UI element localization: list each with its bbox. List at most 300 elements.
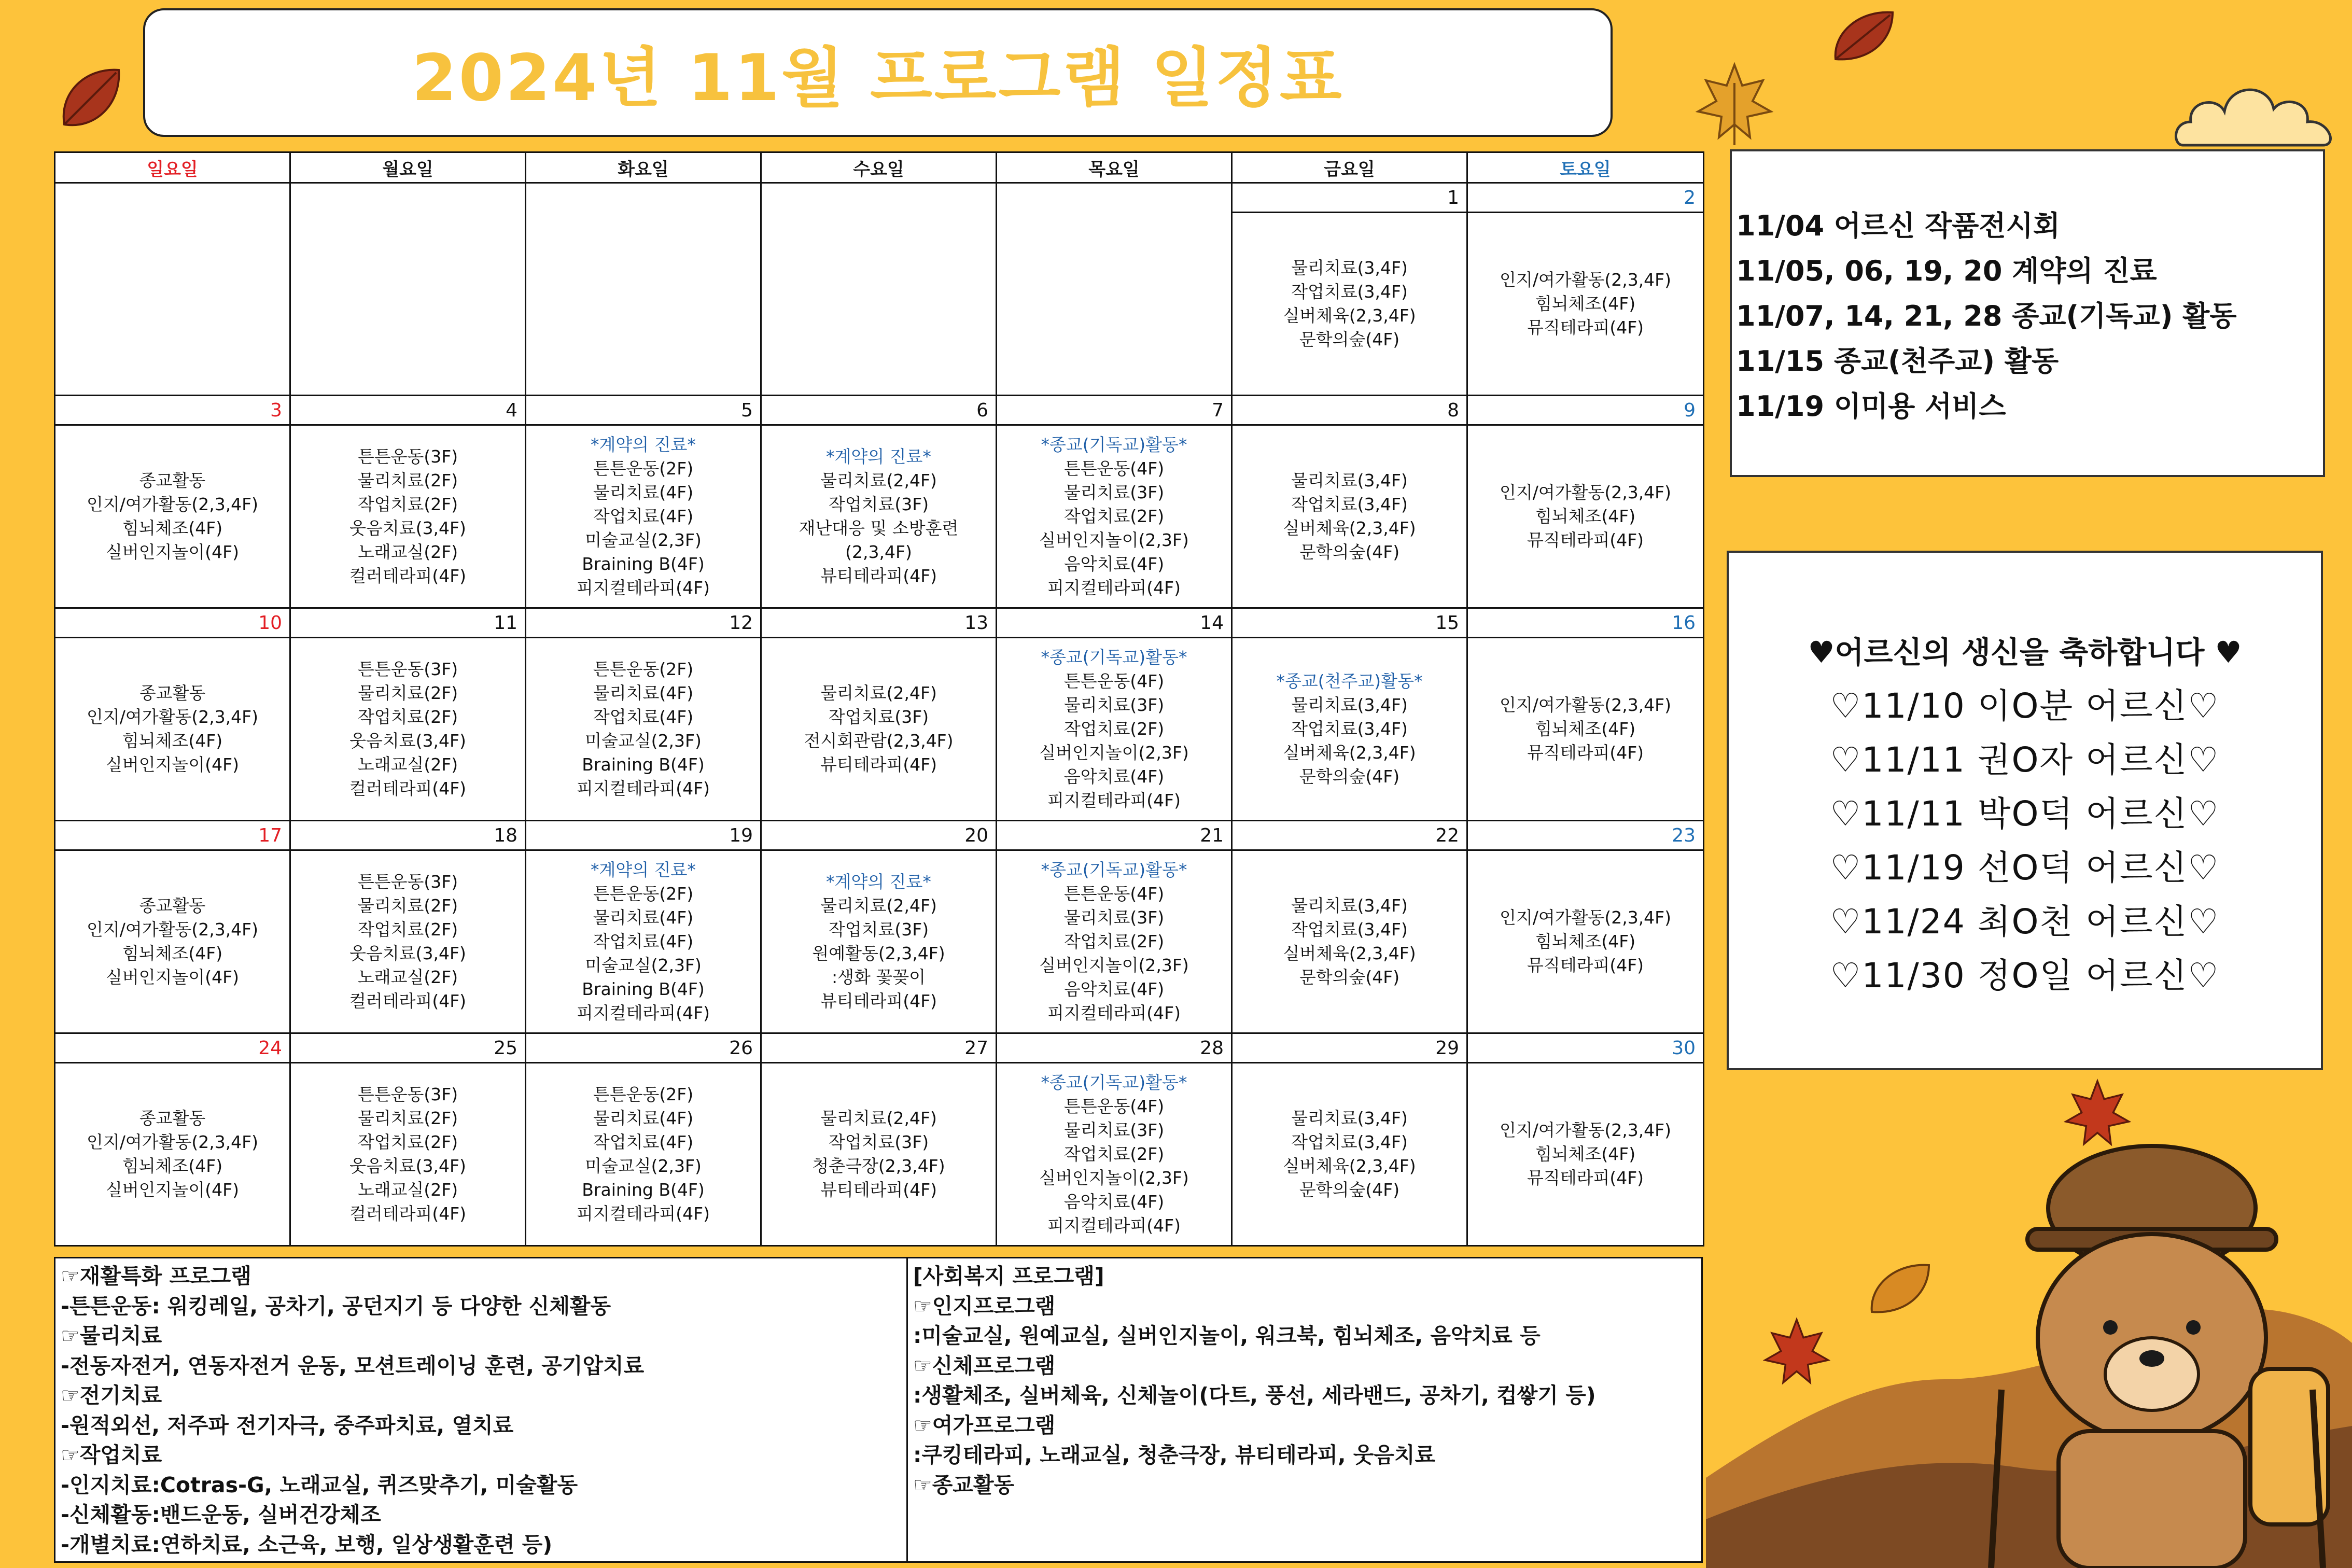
- schedule-item: 힘뇌체조(4F): [1535, 931, 1636, 951]
- schedule-item: 튼튼운동(4F): [1063, 884, 1165, 904]
- day-number: 5: [741, 399, 753, 421]
- day-number-cell: [290, 1033, 526, 1063]
- day-number: 17: [258, 824, 282, 846]
- schedule-item: 피지컬테라피(4F): [1047, 578, 1181, 598]
- schedule-item: 피지컬테라피(4F): [1047, 1215, 1181, 1236]
- schedule-item: 실버인지놀이(4F): [106, 967, 239, 987]
- day-number-cell: [526, 183, 761, 213]
- calendar-table: [54, 151, 1704, 1247]
- day-number-cell: [997, 1033, 1232, 1063]
- day-number-cell: [1467, 608, 1704, 638]
- day-highlight: *종교(기독교)활동*: [1041, 1072, 1187, 1093]
- day-highlight: *계약의 진료*: [826, 446, 931, 467]
- note-line: ☞작업치료: [61, 1443, 162, 1467]
- schedule-item: 물리치료(2,4F): [820, 470, 937, 491]
- schedule-item: 피지컬테라피(4F): [577, 1003, 710, 1023]
- day-number-cell: [526, 396, 761, 425]
- day-number: 21: [1200, 824, 1224, 846]
- event-item: 11/04 어르신 작품전시회: [1736, 209, 2060, 242]
- day-number-cell: [55, 1033, 290, 1063]
- schedule-item: 힘뇌체조(4F): [1535, 1144, 1636, 1164]
- schedule-item: 작업치료(3,4F): [1291, 719, 1408, 739]
- schedule-item: 종교활동: [139, 683, 206, 703]
- day-number-cell: [997, 608, 1232, 638]
- day-number: 26: [729, 1037, 753, 1059]
- day-number: 29: [1435, 1037, 1459, 1059]
- day-number-cell: [55, 396, 290, 425]
- day-cell: [997, 425, 1232, 608]
- schedule-item: 실버인지놀이(2,3F): [1039, 955, 1189, 975]
- schedule-item: 튼튼운동(2F): [593, 458, 694, 479]
- schedule-item: 미술교실(2,3F): [585, 1156, 702, 1176]
- day-number-cell: [290, 183, 526, 213]
- schedule-item: 실버인지놀이(2,3F): [1039, 743, 1189, 763]
- schedule-item: 힘뇌체조(4F): [122, 1156, 223, 1176]
- schedule-item: 뷰티테라피(4F): [820, 1180, 937, 1200]
- note-line: ☞전기치료: [61, 1383, 162, 1408]
- schedule-item: 인지/여가활동(2,3,4F): [1499, 482, 1672, 502]
- schedule-item: 튼튼운동(4F): [1063, 458, 1165, 479]
- note-line: ☞물리치료: [61, 1323, 162, 1348]
- schedule-item: 인지/여가활동(2,3,4F): [1499, 907, 1672, 928]
- schedule-item: 튼튼운동(2F): [593, 1084, 694, 1104]
- schedule-item: 종교활동: [139, 470, 206, 491]
- schedule-item: 뮤직테라피(4F): [1527, 317, 1644, 338]
- event-item: 11/19 이미용 서비스: [1736, 390, 2006, 423]
- day-cell: [997, 213, 1232, 396]
- schedule-item: 종교활동: [139, 895, 206, 916]
- day-number-cell: [55, 821, 290, 850]
- schedule-item: (2,3,4F): [845, 542, 912, 562]
- schedule-item: 물리치료(2,4F): [820, 895, 937, 916]
- day-number-cell: [1467, 183, 1704, 213]
- schedule-item: 인지/여가활동(2,3,4F): [86, 1132, 259, 1152]
- day-number: 20: [964, 824, 988, 846]
- schedule-item: 전시회관람(2,3,4F): [804, 731, 954, 751]
- day-content-row: [55, 638, 1704, 821]
- schedule-item: 인지/여가활동(2,3,4F): [86, 494, 259, 514]
- schedule-item: 피지컬테라피(4F): [577, 1203, 710, 1224]
- schedule-item: 튼튼운동(3F): [357, 446, 458, 467]
- day-number: 22: [1435, 824, 1459, 846]
- day-number: 28: [1200, 1037, 1224, 1059]
- day-content-row: [55, 425, 1704, 608]
- day-number-row: [55, 608, 1704, 638]
- schedule-item: 작업치료(3,4F): [1291, 919, 1408, 940]
- schedule-item: 작업치료(3,4F): [1291, 282, 1408, 302]
- day-number-cell: [1232, 183, 1467, 213]
- day-content-row: [55, 850, 1704, 1033]
- day-number: 14: [1200, 612, 1224, 634]
- day-cell: [761, 213, 997, 396]
- schedule-item: 컬러테라피(4F): [349, 991, 467, 1011]
- day-number-row: [55, 396, 1704, 425]
- day-number: 8: [1447, 399, 1459, 421]
- schedule-item: 작업치료(3F): [828, 494, 929, 514]
- day-highlight: *종교(기독교)활동*: [1041, 435, 1187, 455]
- schedule-item: 물리치료(4F): [593, 907, 694, 928]
- day-number: 9: [1684, 399, 1696, 421]
- schedule-item: 문학의숲(4F): [1299, 329, 1400, 349]
- schedule-item: 작업치료(4F): [593, 931, 694, 951]
- day-number-cell: [1232, 396, 1467, 425]
- schedule-item: 실버인지놀이(4F): [106, 754, 239, 775]
- day-highlight: *계약의 진료*: [591, 860, 696, 880]
- note-line: -원적외선, 저주파 전기자극, 중주파치료, 열치료: [61, 1412, 514, 1438]
- schedule-item: 물리치료(4F): [593, 683, 694, 703]
- schedule-item: 음악치료(4F): [1063, 979, 1165, 999]
- day-content-row: [55, 213, 1704, 396]
- schedule-item: 물리치료(4F): [593, 1108, 694, 1128]
- schedule-item: 원예활동(2,3,4F): [812, 943, 945, 963]
- day-number-row: [55, 1033, 1704, 1063]
- event-item: 11/15 종교(천주교) 활동: [1736, 345, 2059, 377]
- schedule-item: 실버체육(2,3,4F): [1283, 743, 1416, 763]
- rehab-program-notes: [55, 1258, 908, 1561]
- schedule-item: 뮤직테라피(4F): [1527, 530, 1644, 550]
- birthday-item: ♡11/19 선O덕 어르신♡: [1830, 848, 2220, 888]
- day-cell: [761, 425, 997, 608]
- schedule-item: 인지/여가활동(2,3,4F): [1499, 1120, 1672, 1140]
- birthday-item: ♡11/24 최O천 어르신♡: [1830, 902, 2220, 942]
- schedule-item: 피지컬테라피(4F): [1047, 1003, 1181, 1023]
- schedule-item: 물리치료(4F): [593, 482, 694, 502]
- schedule-item: 물리치료(3,4F): [1291, 258, 1408, 278]
- schedule-item: 작업치료(2F): [1063, 719, 1165, 739]
- schedule-item: Braining B(4F): [582, 754, 705, 775]
- schedule-item: 청춘극장(2,3,4F): [812, 1156, 945, 1176]
- schedule-item: 피지컬테라피(4F): [1047, 790, 1181, 810]
- schedule-item: 컬러테라피(4F): [349, 778, 467, 799]
- day-cell: [290, 638, 526, 821]
- day-number: 3: [270, 399, 282, 421]
- birthday-item: ♡11/30 정O일 어르신♡: [1830, 956, 2220, 996]
- note-line: ☞종교활동: [913, 1472, 1015, 1497]
- schedule-item: 힘뇌체조(4F): [122, 731, 223, 751]
- schedule-item: 실버체육(2,3,4F): [1283, 1156, 1416, 1176]
- day-number-cell: [55, 608, 290, 638]
- schedule-item: 물리치료(3F): [1063, 907, 1165, 928]
- day-number-cell: [526, 821, 761, 850]
- day-number: 18: [494, 824, 517, 846]
- schedule-item: Braining B(4F): [582, 1180, 705, 1200]
- schedule-item: 작업치료(3F): [828, 707, 929, 727]
- schedule-item: 작업치료(4F): [593, 1132, 694, 1152]
- schedule-item: 문학의숲(4F): [1299, 967, 1400, 987]
- schedule-item: 작업치료(2F): [1063, 1144, 1165, 1164]
- day-cell: [55, 213, 290, 396]
- weekday-header: 수요일: [761, 152, 997, 183]
- schedule-item: 웃음치료(3,4F): [349, 731, 466, 751]
- title-banner: [143, 8, 1613, 137]
- schedule-item: 웃음치료(3,4F): [349, 1156, 466, 1176]
- birthday-item: ♡11/10 이O분 어르신♡: [1830, 686, 2220, 726]
- schedule-item: 튼튼운동(3F): [357, 659, 458, 679]
- schedule-item: 문학의숲(4F): [1299, 542, 1400, 562]
- schedule-item: 작업치료(3F): [828, 919, 929, 940]
- day-number: 10: [258, 612, 282, 634]
- note-line: :쿠킹테라피, 노래교실, 청춘극장, 뷰티테라피, 웃음치료: [913, 1443, 1436, 1467]
- schedule-item: 피지컬테라피(4F): [577, 778, 710, 799]
- day-number-cell: [1232, 1033, 1467, 1063]
- day-number: 23: [1672, 824, 1696, 846]
- day-number-cell: [761, 608, 997, 638]
- day-number-cell: [761, 396, 997, 425]
- schedule-item: 문학의숲(4F): [1299, 1180, 1400, 1200]
- day-cell: [1232, 638, 1467, 821]
- weekday-header: 금요일: [1232, 152, 1467, 183]
- schedule-item: 미술교실(2,3F): [585, 955, 702, 975]
- day-number: 19: [729, 824, 753, 846]
- schedule-item: 작업치료(3,4F): [1291, 494, 1408, 514]
- day-cell: [55, 850, 290, 1033]
- note-line: ☞여가프로그램: [913, 1412, 1056, 1438]
- day-number: 7: [1212, 399, 1224, 421]
- day-number-cell: [290, 396, 526, 425]
- schedule-item: 뷰티테라피(4F): [820, 754, 937, 775]
- schedule-item: 작업치료(2F): [357, 919, 458, 940]
- schedule-item: 튼튼운동(3F): [357, 872, 458, 892]
- schedule-item: 튼튼운동(4F): [1063, 671, 1165, 691]
- schedule-item: 작업치료(2F): [1063, 506, 1165, 526]
- note-line: :미술교실, 원예교실, 실버인지놀이, 워크북, 힘뇌체조, 음악치료 등: [913, 1323, 1541, 1348]
- birthday-title: ♥어르신의 생신을 축하합니다 ♥: [1808, 635, 2242, 670]
- schedule-item: 노래교실(2F): [357, 754, 458, 775]
- weekday-header-row: [55, 152, 1704, 183]
- day-content-row: [55, 1063, 1704, 1246]
- schedule-item: 실버인지놀이(2,3F): [1039, 1168, 1189, 1188]
- day-cell: [1467, 850, 1704, 1033]
- day-cell: [526, 638, 761, 821]
- day-number-cell: [1467, 396, 1704, 425]
- day-number-cell: [761, 183, 997, 213]
- cloud-icon: [2173, 73, 2349, 156]
- day-cell: [290, 425, 526, 608]
- note-line: -인지치료:Cotras-G, 노래교실, 퀴즈맞추기, 미술활동: [61, 1472, 578, 1497]
- program-notes: [54, 1257, 1703, 1563]
- schedule-item: 물리치료(2F): [357, 1108, 458, 1128]
- day-cell: [55, 1063, 290, 1246]
- schedule-item: 노래교실(2F): [357, 1180, 458, 1200]
- day-cell: [526, 213, 761, 396]
- schedule-item: 문학의숲(4F): [1299, 766, 1400, 787]
- day-number: 13: [964, 612, 988, 634]
- schedule-item: Braining B(4F): [582, 979, 705, 999]
- schedule-item: 실버인지놀이(4F): [106, 542, 239, 562]
- schedule-item: 뮤직테라피(4F): [1527, 1168, 1644, 1188]
- day-cell: [1232, 1063, 1467, 1246]
- day-cell: [997, 1063, 1232, 1246]
- day-number: 27: [964, 1037, 988, 1059]
- day-number-cell: [761, 1033, 997, 1063]
- day-number-cell: [1232, 821, 1467, 850]
- schedule-item: 물리치료(3F): [1063, 1120, 1165, 1140]
- schedule-item: 물리치료(3F): [1063, 482, 1165, 502]
- day-number: 24: [258, 1037, 282, 1059]
- schedule-item: 작업치료(4F): [593, 707, 694, 727]
- schedule-item: 작업치료(2F): [357, 707, 458, 727]
- day-cell: [526, 425, 761, 608]
- schedule-item: 물리치료(3,4F): [1291, 470, 1408, 491]
- day-highlight: *종교(기독교)활동*: [1041, 860, 1187, 880]
- schedule-item: :생화 꽃꽂이: [832, 967, 926, 987]
- schedule-item: 물리치료(2,4F): [820, 683, 937, 703]
- schedule-item: 웃음치료(3,4F): [349, 943, 466, 963]
- schedule-item: 종교활동: [139, 1108, 206, 1128]
- schedule-item: 물리치료(3,4F): [1291, 895, 1408, 916]
- calendar-body: [55, 183, 1704, 1246]
- day-number: 1: [1447, 187, 1459, 208]
- day-number-row: [55, 183, 1704, 213]
- day-cell: [1232, 213, 1467, 396]
- birthday-list: [1729, 679, 2321, 1003]
- bear-hiker-illustration: [1981, 1130, 2344, 1568]
- note-line: -개별치료:연하치료, 소근육, 보행, 일상생활훈련 등): [61, 1532, 553, 1557]
- day-cell: [1232, 425, 1467, 608]
- schedule-item: 물리치료(2F): [357, 895, 458, 916]
- schedule-item: 물리치료(2F): [357, 683, 458, 703]
- day-number-cell: [1467, 1033, 1704, 1063]
- schedule-item: 작업치료(4F): [593, 506, 694, 526]
- event-item: 11/05, 06, 19, 20 계약의 진료: [1736, 255, 2157, 287]
- day-number-cell: [997, 821, 1232, 850]
- schedule-item: 튼튼운동(2F): [593, 659, 694, 679]
- schedule-item: 실버인지놀이(4F): [106, 1180, 239, 1200]
- day-cell: [1232, 850, 1467, 1033]
- schedule-item: 물리치료(2F): [357, 470, 458, 491]
- day-number-cell: [1232, 608, 1467, 638]
- schedule-item: 힘뇌체조(4F): [1535, 293, 1636, 314]
- day-number-cell: [1467, 821, 1704, 850]
- day-number-cell: [290, 821, 526, 850]
- schedule-item: 뮤직테라피(4F): [1527, 743, 1644, 763]
- schedule-item: 힘뇌체조(4F): [122, 518, 223, 538]
- weekday-header: 월요일: [290, 152, 526, 183]
- day-number-cell: [526, 1033, 761, 1063]
- day-number-cell: [55, 183, 290, 213]
- schedule-item: 튼튼운동(4F): [1063, 1096, 1165, 1116]
- day-number-cell: [290, 608, 526, 638]
- day-cell: [1467, 638, 1704, 821]
- day-cell: [1467, 213, 1704, 396]
- note-line: ☞재활특화 프로그램: [61, 1264, 251, 1289]
- note-line: -튼튼운동: 워킹레일, 공차기, 공던지기 등 다양한 신체활동: [61, 1293, 611, 1319]
- schedule-item: 실버체육(2,3,4F): [1283, 518, 1416, 538]
- schedule-item: 실버체육(2,3,4F): [1283, 305, 1416, 326]
- note-line: ☞신체프로그램: [913, 1353, 1056, 1378]
- day-cell: [290, 1063, 526, 1246]
- events-box: [1730, 149, 2325, 477]
- day-cell: [290, 850, 526, 1033]
- schedule-item: 음악치료(4F): [1063, 554, 1165, 574]
- day-cell: [290, 213, 526, 396]
- day-cell: [1467, 425, 1704, 608]
- day-cell: [526, 850, 761, 1033]
- day-number: 30: [1672, 1037, 1696, 1059]
- day-cell: [55, 425, 290, 608]
- schedule-item: 미술교실(2,3F): [585, 530, 702, 550]
- day-cell: [997, 850, 1232, 1033]
- day-highlight: *종교(기독교)활동*: [1041, 647, 1187, 667]
- day-cell: [761, 1063, 997, 1246]
- schedule-item: 작업치료(2F): [357, 1132, 458, 1152]
- schedule-item: 힘뇌체조(4F): [122, 943, 223, 963]
- day-number-cell: [526, 608, 761, 638]
- schedule-item: 미술교실(2,3F): [585, 731, 702, 751]
- schedule-item: 뮤직테라피(4F): [1527, 955, 1644, 975]
- birthday-item: ♡11/11 박O덕 어르신♡: [1830, 794, 2220, 834]
- day-number-cell: [997, 183, 1232, 213]
- schedule-item: 인지/여가활동(2,3,4F): [86, 919, 259, 940]
- schedule-item: 실버체육(2,3,4F): [1283, 943, 1416, 963]
- day-number: 25: [494, 1037, 517, 1059]
- maple-leaf-icon: [1696, 62, 1773, 145]
- day-number: 16: [1672, 612, 1696, 634]
- page-title: 2024년 11월 프로그램 일정표: [412, 41, 1344, 116]
- schedule-item: 뷰티테라피(4F): [820, 566, 937, 586]
- schedule-item: 작업치료(2F): [1063, 931, 1165, 951]
- social-welfare-program-notes: [908, 1258, 1701, 1561]
- day-cell: [526, 1063, 761, 1246]
- weekday-header: 토요일: [1467, 152, 1704, 183]
- note-line: :생활체조, 실버체육, 신체놀이(다트, 풍선, 세라밴드, 공차기, 컵쌓기 등): [913, 1383, 1596, 1408]
- day-number-cell: [761, 821, 997, 850]
- day-number: 2: [1684, 187, 1696, 208]
- schedule-item: 음악치료(4F): [1063, 1192, 1165, 1212]
- day-number-row: [55, 821, 1704, 850]
- schedule-item: 피지컬테라피(4F): [577, 578, 710, 598]
- schedule-item: 인지/여가활동(2,3,4F): [1499, 695, 1672, 715]
- note-line: -신체활동:밴드운동, 실버건강체조: [61, 1502, 381, 1527]
- schedule-item: 노래교실(2F): [357, 542, 458, 562]
- schedule-item: 물리치료(3F): [1063, 695, 1165, 715]
- schedule-item: 컬러테라피(4F): [349, 1203, 467, 1224]
- events-list: [1736, 203, 2323, 429]
- schedule-item: Braining B(4F): [582, 554, 705, 574]
- day-highlight: *종교(천주교)활동*: [1276, 671, 1423, 691]
- schedule-item: 힘뇌체조(4F): [1535, 506, 1636, 526]
- schedule-item: 물리치료(2,4F): [820, 1108, 937, 1128]
- day-number: 15: [1435, 612, 1459, 634]
- schedule-item: 인지/여가활동(2,3,4F): [1499, 270, 1672, 290]
- schedule-item: 튼튼운동(2F): [593, 884, 694, 904]
- schedule-item: 작업치료(2F): [357, 494, 458, 514]
- day-number-cell: [997, 396, 1232, 425]
- event-item: 11/07, 14, 21, 28 종교(기독교) 활동: [1736, 300, 2237, 332]
- schedule-item: 작업치료(3,4F): [1291, 1132, 1408, 1152]
- schedule-item: 실버인지놀이(2,3F): [1039, 530, 1189, 550]
- schedule-item: 컬러테라피(4F): [349, 566, 467, 586]
- day-highlight: *계약의 진료*: [826, 872, 931, 892]
- day-cell: [1467, 1063, 1704, 1246]
- schedule-item: 물리치료(3,4F): [1291, 1108, 1408, 1128]
- note-line: -전동자전거, 연동자전거 운동, 모션트레이닝 훈련, 공기압치료: [61, 1353, 645, 1378]
- day-number: 6: [976, 399, 988, 421]
- weekday-header: 일요일: [55, 152, 290, 183]
- day-highlight: *계약의 진료*: [591, 435, 696, 455]
- day-cell: [55, 638, 290, 821]
- day-number: 11: [494, 612, 517, 634]
- schedule-item: 노래교실(2F): [357, 967, 458, 987]
- day-number: 12: [729, 612, 753, 634]
- birthday-box: [1727, 551, 2323, 1070]
- day-cell: [997, 638, 1232, 821]
- note-line: ☞인지프로그램: [913, 1293, 1056, 1319]
- schedule-item: 물리치료(3,4F): [1291, 695, 1408, 715]
- schedule-item: 인지/여가활동(2,3,4F): [86, 707, 259, 727]
- leaf-icon: [1830, 7, 1898, 64]
- day-cell: [761, 638, 997, 821]
